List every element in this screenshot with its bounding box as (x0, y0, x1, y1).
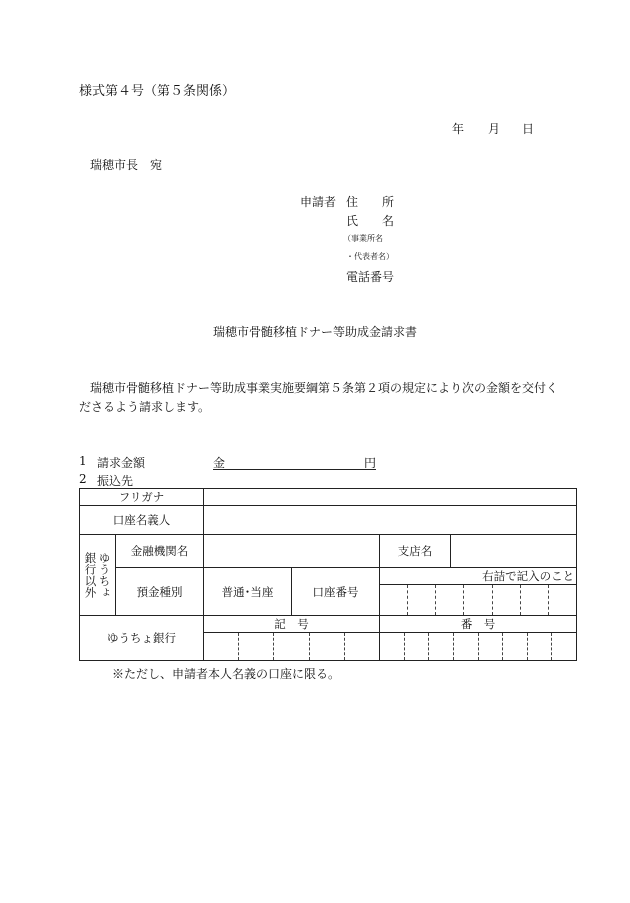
addressee: 瑞穂市長 宛 (90, 158, 163, 172)
furigana-field[interactable] (204, 489, 577, 506)
yucho-vertical-label: ゆうちょ (97, 552, 112, 598)
branch-label: 支店名 (380, 535, 451, 568)
en-label: 円 (363, 456, 376, 470)
bank-category-cell (80, 535, 116, 616)
form-number: 様式第４号（第５条関係） (79, 84, 236, 99)
institution-label: 金融機関名 (116, 535, 204, 568)
bango-field[interactable] (380, 633, 577, 661)
amount-field[interactable] (213, 454, 376, 470)
bango-header: 番 号 (380, 616, 577, 633)
item2-number: 2 (79, 472, 87, 486)
item1-label: 請求金額 (97, 456, 146, 470)
name-label: 氏 名 (346, 214, 395, 228)
item1-number: 1 (79, 454, 87, 468)
deposit-type-value[interactable]: 普通･当座 (204, 568, 292, 616)
account-number-field[interactable] (380, 585, 577, 616)
document-title: 瑞穂市骨髄移植ドナー等助成金請求書 (213, 325, 418, 339)
kigo-header: 記 号 (204, 616, 380, 633)
date-year: 年 (452, 122, 465, 136)
office-label: （事業所名 (343, 234, 383, 243)
right-align-note: 右詰で記入のこと (380, 568, 577, 585)
body-text-line2: ださるよう請求します。 (79, 400, 211, 414)
date-month: 月 (488, 122, 501, 136)
phone-label: 電話番号 (346, 270, 395, 284)
yucho-bank-label: ゆうちょ銀行 (80, 616, 204, 661)
bank-transfer-table (79, 488, 577, 661)
body-text-line1: 瑞穂市骨髄移植ドナー等助成事業実施要綱第５条第２項の規定により次の金額を交付く (90, 381, 559, 395)
institution-field[interactable] (204, 535, 380, 568)
date-day: 日 (522, 122, 535, 136)
deposit-type-label: 預金種別 (116, 568, 204, 616)
account-holder-label: 口座名義人 (80, 506, 204, 535)
applicant-label: 申請者 (300, 195, 337, 209)
other-than-yucho-label: 銀行以外 (83, 552, 98, 598)
representative-label: ・代表者名） (346, 252, 394, 261)
kigo-field[interactable] (204, 633, 380, 661)
account-number-label: 口座番号 (292, 568, 380, 616)
item2-label: 振込先 (97, 474, 134, 488)
kin-label: 金 (213, 456, 226, 470)
branch-field[interactable] (451, 535, 577, 568)
footnote: ※ただし、申請者本人名義の口座に限る。 (112, 667, 341, 681)
address-label: 住 所 (346, 195, 395, 209)
furigana-label: フリガナ (80, 489, 204, 506)
account-holder-field[interactable] (204, 506, 577, 535)
